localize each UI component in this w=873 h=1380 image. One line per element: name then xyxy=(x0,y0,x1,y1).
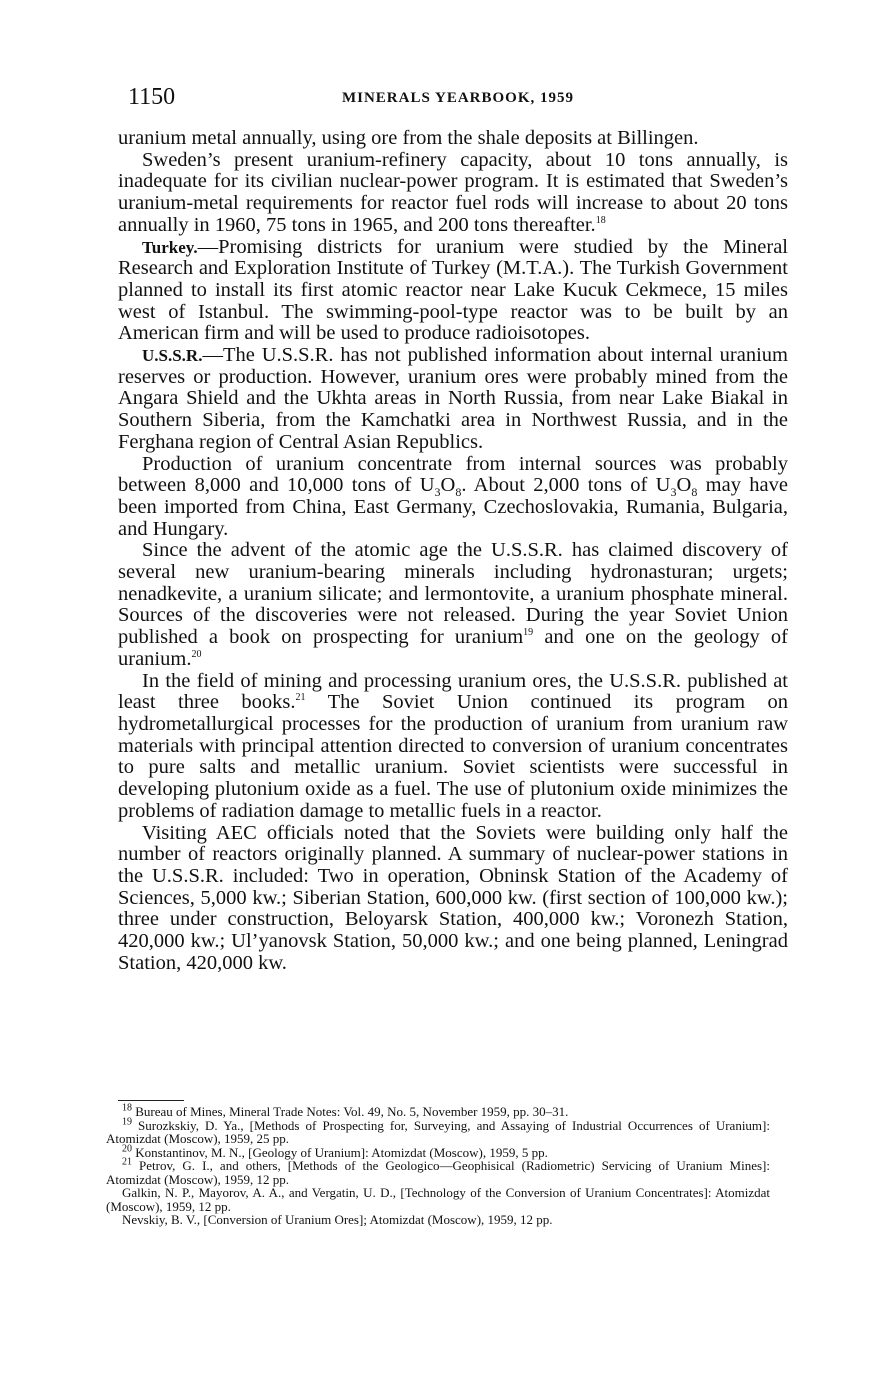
production-text-a: Production of uranium concentrate from internal sources was probably between 8,000 and 10,000 tons of U xyxy=(118,452,788,497)
section-lead-ussr: U.S.S.R. xyxy=(142,346,203,366)
paragraph-turkey-text: —Promising districts for uranium were studied by the Mineral Research and Exploration Institute of Turkey (M.T.A.). The Turkish Government planned to install its first atomic reactor near Lake Kucuk Cekmece, 15 miles west of Istanbul. The swimming-pool-type reactor was to be built by an American firm and will be used to produce radioisotopes. xyxy=(118,235,788,345)
paragraph-sweden xyxy=(118,150,788,237)
paragraph-reactors xyxy=(118,823,788,975)
footnotes xyxy=(106,1102,770,1227)
paragraph-turkey xyxy=(118,237,788,346)
footnote-21 xyxy=(106,1156,770,1187)
paragraph-sweden-text: Sweden’s present uranium-refinery capacity, about 10 tons annually, is inadequate for its civilian nuclear-power program. It is estimated that Sweden’s uranium-metal requirements for reactor fuel rods will increase to about 20 tons annually in 1960, 75 tons in 1965, and 200 tons thereafter. xyxy=(118,148,788,236)
footnote-marker: 18 xyxy=(122,1102,132,1114)
production-text-c: . About 2,000 tons of U xyxy=(461,474,671,497)
footnote-marker: 20 xyxy=(122,1143,132,1155)
section-lead-turkey: Turkey. xyxy=(142,237,198,257)
paragraph-1-text: uranium metal annually, using ore from the shale deposits at Billingen. xyxy=(118,127,699,149)
paragraph-ussr xyxy=(118,345,788,454)
footnote-text: Nevskiy, B. V., [Conversion of Uranium Ores]; Atomizdat (Moscow), 1959, 12 pp. xyxy=(122,1212,553,1227)
page-header xyxy=(128,84,788,114)
footnote-text: Konstantinov, M. N., [Geology of Uranium]: Atomizdat (Moscow), 1959, 5 pp. xyxy=(132,1144,548,1160)
footnote-20 xyxy=(106,1143,770,1160)
footnote-18 xyxy=(106,1102,770,1119)
subscript: 8 xyxy=(455,485,462,500)
footnote-text: Bureau of Mines, Mineral Trade Notes: Vol. 49, No. 5, November 1959, pp. 30–31. xyxy=(132,1104,569,1119)
footnote-21-galkin xyxy=(106,1186,770,1213)
paragraph-1 xyxy=(118,128,788,150)
paragraph-mining xyxy=(118,671,788,823)
mining-text-b: The Soviet Union continued its program on hydrometallurgical processes for the production of uranium from uranium raw materials with principal attention directed to conversion of uranium concentrates to pure salts and metallic uranium. Soviet scientists were successful in developing plutonium oxide as a fuel. The use of plutonium oxide minimizes the problems of radiation damage to metallic fuels in a reactor. xyxy=(118,691,788,822)
paragraph-minerals xyxy=(118,540,788,670)
minerals-text-a: Since the advent of the atomic age the U.S.S.R. has claimed discovery of several new uranium-bearing minerals including hydronasturan; urgets; nenadkevite, a uranium silicate; and lermontovite, a uranium phosphate mineral. Sources of the discoveries were not released. During the year Soviet Union published a book on prospecting for uranium xyxy=(118,539,788,649)
footnote-divider xyxy=(118,1100,184,1101)
footnote-text: Surozkskiy, D. Ya., [Methods of Prospecting for, Surveying, and Assaying of Industrial Occurrences of Uranium]: Atomizdat (Moscow), 1959, 25 pp. xyxy=(106,1117,770,1146)
reactors-text: Visiting AEC officials noted that the Soviets were building only half the number of reactors originally planned. A summary of nuclear-power stations in the U.S.S.R. included: Two in operation, Obninsk Station of the Academy of Sciences, 5,000 kw.; Siberian Station, 600,000 kw. (first section of 100,000 kw.); three under construction, Beloyarsk Station, 400,000 kw.; Voronezh Station, 420,000 kw.; Ul’yanovsk Station, 50,000 kw.; and one being planned, Leningrad Station, 420,000 kw. xyxy=(118,821,788,974)
production-text-e: may have been imported from China, East Germany, Czechoslovakia, Rumania, Bulgaria, and Hungary. xyxy=(118,474,788,540)
subscript: 3 xyxy=(434,485,441,500)
production-text-d: O xyxy=(676,474,692,497)
footnote-marker: 21 xyxy=(122,1156,132,1168)
footnote-19 xyxy=(106,1116,770,1146)
footnote-ref-20: 20 xyxy=(191,649,202,661)
footnote-ref-18: 18 xyxy=(595,214,606,226)
subscript: 3 xyxy=(670,485,677,500)
minerals-text-b: and one on the geology of uranium. xyxy=(118,626,788,670)
mining-text-a: In the field of mining and processing uranium ores, the U.S.S.R. published at least three books. xyxy=(118,669,788,714)
body-text xyxy=(118,128,788,974)
running-title: MINERALS YEARBOOK, 1959 xyxy=(341,90,575,106)
paragraph-ussr-text: —The U.S.S.R. has not published information about internal uranium reserves or production. However, uranium ores were probably mined from the Angara Shield and the Ukhta areas in North Russia, from near Lake Biakal in Southern Siberia, from the Kamchatki area in Northwest Russia, and in the Ferghana region of Central Asian Republics. xyxy=(118,344,788,453)
subscript: 8 xyxy=(691,485,698,500)
footnote-ref-21: 21 xyxy=(295,692,306,704)
production-text-b: O xyxy=(440,474,456,497)
paragraph-production xyxy=(118,454,788,541)
footnote-text: Galkin, N. P., Mayorov, A. A., and Vergatin, U. D., [Technology of the Conversion of Uranium Concentrates]: Atomizdat (Moscow), 1959, 12 pp. xyxy=(106,1185,770,1214)
footnote-21-nevskiy xyxy=(106,1213,770,1227)
footnote-marker: 19 xyxy=(122,1116,132,1128)
page-number: 1150 xyxy=(128,84,176,110)
footnote-ref-19: 19 xyxy=(523,627,534,639)
footnote-text: Petrov, G. I., and others, [Methods of the Geologico—Geophisical (Radiometric) Servicing of Uranium Mines]: Atomizdat (Moscow), 1959, 12 pp. xyxy=(106,1158,770,1187)
